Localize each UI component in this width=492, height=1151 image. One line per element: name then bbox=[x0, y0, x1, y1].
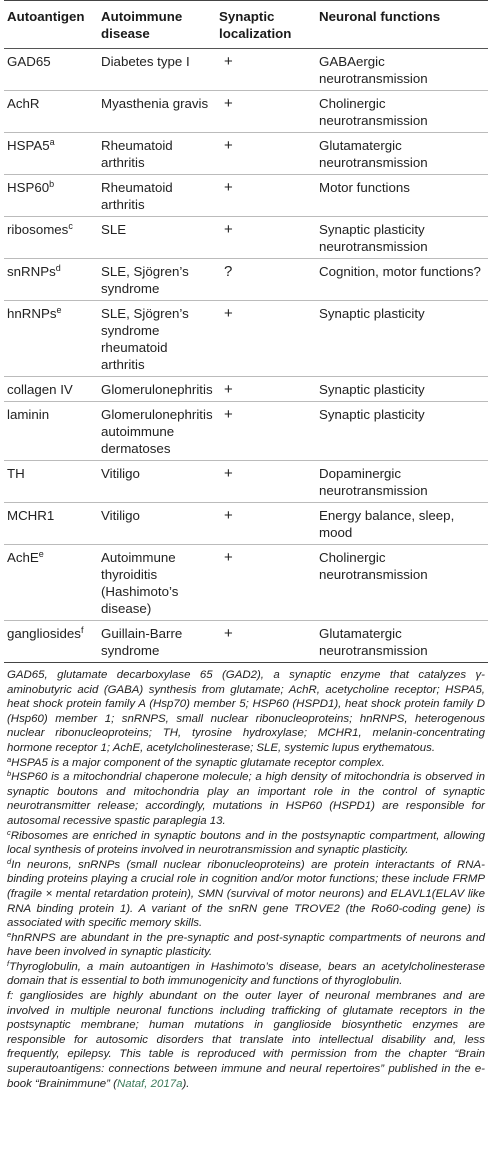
table-row bbox=[4, 621, 488, 663]
cell-synaptic-localization: + bbox=[224, 53, 233, 70]
cell-synaptic-localization: + bbox=[224, 305, 233, 322]
autoantigen-name: HSPA5 bbox=[7, 138, 50, 153]
cell-autoantigen bbox=[4, 621, 98, 663]
cell-synaptic-localization: + bbox=[224, 381, 233, 398]
table-row bbox=[4, 217, 488, 259]
cell-neuronal-functions: GABAergic neurotransmission bbox=[319, 54, 428, 86]
header-autoimmune-disease: Autoimmune disease bbox=[101, 9, 183, 41]
cell-autoantigen bbox=[4, 377, 98, 402]
autoantigen-table bbox=[4, 0, 488, 663]
cell-autoimmune-disease: Glomerulonephritis bbox=[101, 382, 213, 397]
table-row bbox=[4, 377, 488, 402]
footnote-a bbox=[4, 756, 488, 771]
cell-autoantigen bbox=[4, 133, 98, 175]
table-row bbox=[4, 461, 488, 503]
footnote-d bbox=[4, 858, 488, 931]
abbreviations-note: GAD65, glutamate decarboxylase 65 (GAD2), a synaptic enzyme that catalyzes γ-aminobutyric acid (GABA) synthesis from glutamate; AchR, acetycholine receptor; HSPA5, heat shock protein family A (Hsp70) member 5; HSP60 (HSPD1), heat shock protein family D (Hsp60) member 1; snRNPS, small nuclear ribonucleoproteins; hnRNPS, heterogenous nuclear ribonucleoproteins; TH, tyrosine hydroxylase; MCHR1, melanin-concentrating hormone receptor 1; AchE, acetylcholinesterase; SLE, systemic lupus erythematous. bbox=[7, 669, 485, 754]
cell-autoimmune-disease: Myasthenia gravis bbox=[101, 96, 209, 111]
table-footnotes bbox=[4, 663, 488, 1091]
cell-synaptic-localization: ? bbox=[224, 263, 233, 280]
footnote-c bbox=[4, 829, 488, 858]
footnote-gangliosides bbox=[4, 989, 488, 1091]
cell-autoantigen bbox=[4, 301, 98, 377]
cell-autoantigen bbox=[4, 503, 98, 545]
header-autoantigen: Autoantigen bbox=[7, 9, 85, 24]
table-row bbox=[4, 175, 488, 217]
footnote-gangliosides-end: ). bbox=[182, 1077, 190, 1090]
footnote-e bbox=[4, 931, 488, 960]
cell-neuronal-functions: Synaptic plasticity neurotransmission bbox=[319, 222, 428, 254]
cell-synaptic-localization: + bbox=[224, 221, 233, 238]
footnote-mark: b bbox=[7, 769, 12, 779]
cell-autoimmune-disease: Rheumatoid arthritis bbox=[101, 138, 173, 170]
cell-autoantigen bbox=[4, 91, 98, 133]
cell-synaptic-localization: + bbox=[224, 625, 233, 642]
cell-neuronal-functions: Cholinergic neurotransmission bbox=[319, 550, 428, 582]
autoantigen-name: MCHR1 bbox=[7, 508, 55, 523]
table-row bbox=[4, 301, 488, 377]
cell-synaptic-localization: + bbox=[224, 179, 233, 196]
footnote-f bbox=[4, 960, 488, 989]
cell-autoantigen bbox=[4, 175, 98, 217]
table-row bbox=[4, 545, 488, 621]
cell-autoimmune-disease: Autoimmune thyroiditis (Hashimoto’s disease) bbox=[101, 550, 179, 616]
footnote-text: HSPA5 is a major component of the synaptic glutamate receptor complex. bbox=[11, 756, 385, 769]
cell-autoimmune-disease: Diabetes type I bbox=[101, 54, 190, 69]
cell-neuronal-functions: Synaptic plasticity bbox=[319, 407, 425, 422]
cell-neuronal-functions: Energy balance, sleep, mood bbox=[319, 508, 455, 540]
autoantigen-name: AchR bbox=[7, 96, 40, 111]
autoantigen-name: ribosomes bbox=[7, 222, 69, 237]
cell-autoimmune-disease: Vitiligo bbox=[101, 466, 140, 481]
footnote-marker: b bbox=[49, 179, 55, 189]
cell-autoimmune-disease: SLE, Sjögren’s syndrome bbox=[101, 264, 189, 296]
cell-neuronal-functions: Glutamatergic neurotransmission bbox=[319, 138, 428, 170]
footnote-mark: e bbox=[7, 929, 12, 939]
citation-link[interactable]: Nataf, 2017a bbox=[116, 1077, 183, 1090]
cell-autoantigen bbox=[4, 402, 98, 461]
cell-neuronal-functions: Glutamatergic neurotransmission bbox=[319, 626, 428, 658]
cell-synaptic-localization: + bbox=[224, 507, 233, 524]
cell-autoimmune-disease: Guillain-Barre syndrome bbox=[101, 626, 183, 658]
cell-synaptic-localization: + bbox=[224, 406, 233, 423]
autoantigen-name: GAD65 bbox=[7, 54, 51, 69]
cell-neuronal-functions: Dopaminergic neurotransmission bbox=[319, 466, 428, 498]
table-row bbox=[4, 49, 488, 91]
cell-autoantigen bbox=[4, 545, 98, 621]
header-synaptic-localization: Synaptic localization bbox=[219, 9, 292, 41]
cell-synaptic-localization: + bbox=[224, 137, 233, 154]
cell-synaptic-localization: + bbox=[224, 465, 233, 482]
footnote-text: hnRNPS are abundant in the pre-synaptic and post-synaptic compartments of neurons and have been involved in synaptic plasticity. bbox=[7, 931, 485, 959]
autoantigen-name: snRNPs bbox=[7, 264, 56, 279]
footnote-mark: f bbox=[7, 958, 10, 968]
table-row bbox=[4, 402, 488, 461]
cell-autoantigen bbox=[4, 217, 98, 259]
autoantigen-name: gangliosides bbox=[7, 626, 81, 641]
footnote-marker: e bbox=[38, 549, 44, 559]
footnote-gangliosides-text: f: gangliosides are highly abundant on the outer layer of neuronal membranes and are involved in multiple neuronal functions including trafficking of glutamate receptors in the postsynaptic membrane; human mutations in ganglioside biosynthetic enzymes are responsible for autosomic disorders that translate into intellectual disability and, less frequently, epilepsy. This table is reproduced with permission from the chapter “Brain superautoantigens: connections between immune and neural repertoires” published in the e-book “Brainimmune” ( bbox=[7, 990, 485, 1090]
footnote-b bbox=[4, 770, 488, 828]
table-header-row bbox=[4, 1, 488, 49]
footnote-marker: d bbox=[55, 263, 61, 273]
footnote-mark: c bbox=[7, 827, 11, 837]
cell-autoimmune-disease: Glomerulonephritis autoimmune dermatoses bbox=[101, 407, 213, 456]
cell-neuronal-functions: Cholinergic neurotransmission bbox=[319, 96, 428, 128]
cell-neuronal-functions: Synaptic plasticity bbox=[319, 382, 425, 397]
autoantigen-name: AchE bbox=[7, 550, 39, 565]
footnote-mark: d bbox=[7, 856, 12, 866]
footnote-marker: c bbox=[68, 221, 73, 231]
table-row bbox=[4, 259, 488, 301]
autoantigen-name: HSP60 bbox=[7, 180, 50, 195]
cell-autoimmune-disease: Vitiligo bbox=[101, 508, 140, 523]
footnote-marker: a bbox=[49, 137, 55, 147]
cell-neuronal-functions: Motor functions bbox=[319, 180, 410, 195]
autoantigen-name: hnRNPs bbox=[7, 306, 57, 321]
cell-autoantigen bbox=[4, 49, 98, 91]
footnote-marker: f bbox=[80, 625, 84, 635]
autoantigen-name: TH bbox=[7, 466, 25, 481]
cell-neuronal-functions: Synaptic plasticity bbox=[319, 306, 425, 321]
footnote-text: Ribosomes are enriched in synaptic boutons and in the postsynaptic compartment, allowing local synthesis of proteins involved in neurotransmission and synaptic plasticity. bbox=[7, 829, 485, 857]
table-body bbox=[4, 49, 488, 663]
table-row bbox=[4, 503, 488, 545]
footnote-marker: e bbox=[56, 305, 62, 315]
footnote-text: In neurons, snRNPs (small nuclear ribonucleoproteins) are protein interactants of RNA-binding proteins playing a crucial role in cognition and/or motor functions; these include FRMP (fragile × mental retardation protein), SMN (survival of motor neurons) and ELAVL1(ELAV like RNA binding protein 1). A variant of the snRN gene TROVE2 (the Ro60-coding gene) is associated with specific memory skills. bbox=[7, 858, 485, 930]
header-neuronal-functions: Neuronal functions bbox=[319, 9, 441, 24]
cell-autoimmune-disease: SLE, Sjögren’s syndrome rheumatoid arthritis bbox=[101, 306, 189, 372]
autoantigen-name: collagen IV bbox=[7, 382, 73, 397]
footnote-text: Thyroglobulin, a main autoantigen in Hashimoto’s disease, bears an acetylcholinesterase domain that is essential to both immunogenicity and functions of thyroglobulin. bbox=[7, 960, 485, 988]
cell-synaptic-localization: + bbox=[224, 95, 233, 112]
footnote-mark: a bbox=[7, 754, 12, 764]
autoantigen-name: laminin bbox=[7, 407, 50, 422]
footnote-text: HSP60 is a mitochondrial chaperone molecule; a high density of mitochondria is observed in synaptic boutons and mitochondria play an important role in the control of synaptic neurotransmitter release; accordingly, mutations in HSP60 (HSPD1) are responsible for autosomal recessive spastic paraplegia 13. bbox=[7, 771, 485, 827]
cell-autoimmune-disease: Rheumatoid arthritis bbox=[101, 180, 173, 212]
cell-autoantigen bbox=[4, 461, 98, 503]
cell-synaptic-localization: + bbox=[224, 549, 233, 566]
cell-autoimmune-disease: SLE bbox=[101, 222, 127, 237]
cell-neuronal-functions: Cognition, motor functions? bbox=[319, 264, 481, 279]
table-row bbox=[4, 133, 488, 175]
footnote-list bbox=[4, 756, 488, 990]
table-row bbox=[4, 91, 488, 133]
cell-autoantigen bbox=[4, 259, 98, 301]
